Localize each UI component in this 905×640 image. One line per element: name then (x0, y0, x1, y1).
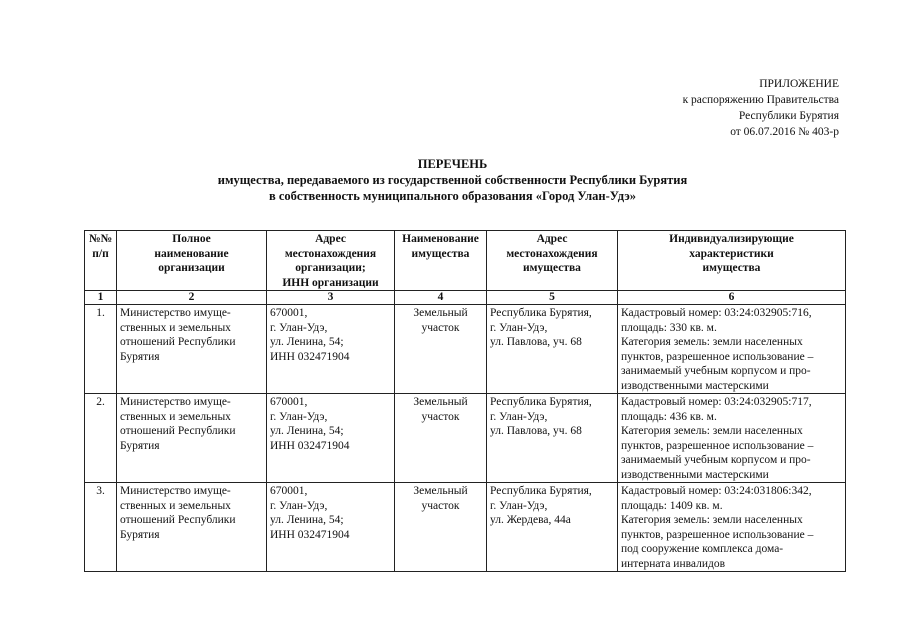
cell-text-line: Кадастровый номер: 03:24:032905:717, (621, 396, 812, 408)
cell-text-line: Министерство имуще- (120, 396, 231, 408)
table-row (85, 305, 846, 394)
header-text: п/п (92, 247, 109, 260)
cell-text-line: ул. Ленина, 54; (270, 514, 344, 526)
cell-text-line: занимаемый учебным корпусом и про- (621, 365, 811, 377)
column-number: 5 (487, 291, 618, 305)
cell-number: 1. (85, 305, 117, 394)
header-text: организации (158, 262, 225, 274)
cell-text-line: ул. Ленина, 54; (270, 336, 344, 348)
cell-text-line: участок (421, 321, 460, 334)
cell-number: 3. (85, 483, 117, 572)
cell-text-line: Республика Бурятия, (490, 307, 592, 319)
cell-text-line: площадь: 1409 кв. м. (621, 499, 723, 512)
appendix-block (683, 76, 839, 140)
header-text: имущества (411, 247, 470, 260)
document-subtitle: имущества, передаваемого из государственной собственности Республики Бурятия (217, 173, 688, 187)
header-text: Адрес (536, 233, 568, 245)
cell-text-line: интерната инвалидов (621, 557, 726, 570)
cell-characteristics (618, 394, 846, 483)
cell-organization (117, 483, 267, 572)
cell-text-line: пунктов, разрешенное использование – (621, 528, 814, 541)
cell-text-line: Республика Бурятия, (490, 485, 592, 497)
header-text: Адрес (315, 233, 346, 245)
cell-text-line: Бурятия (120, 439, 160, 452)
header-text: характеристики (689, 247, 774, 260)
appendix-date: от 06.07.2016 № 403-р (730, 126, 839, 138)
cell-text-line: Земельный (413, 307, 468, 319)
cell-text-line: ул. Жердева, 44а (490, 514, 571, 526)
cell-organization-address (267, 305, 395, 394)
cell-text-line: изводственными мастерскими (621, 468, 769, 481)
cell-text-line: ул. Павлова, уч. 68 (490, 425, 582, 437)
cell-text-line: г. Улан-Удэ, (490, 499, 548, 512)
document-title: ПЕРЕЧЕНЬ (417, 157, 488, 171)
cell-organization (117, 394, 267, 483)
cell-text-line: изводственными мастерскими (621, 379, 769, 392)
cell-text-line: 670001, (270, 307, 308, 319)
column-header (117, 231, 267, 291)
header-text: наименование (154, 247, 229, 260)
cell-characteristics (618, 483, 846, 572)
column-header (85, 231, 117, 291)
column-header (267, 231, 395, 291)
header-text: имущества (523, 262, 581, 274)
cell-property-type (395, 483, 487, 572)
cell-text-line: участок (421, 499, 460, 512)
cell-text-line: 670001, (270, 485, 308, 497)
cell-text-line: 670001, (270, 396, 308, 408)
header-text: местонахождения (506, 247, 598, 260)
cell-text-line: ул. Ленина, 54; (270, 425, 344, 437)
cell-text-line: Бурятия (120, 350, 160, 363)
header-text: имущества (702, 262, 761, 274)
appendix-line: к распоряжению Правительства (682, 94, 839, 106)
cell-property-address (487, 483, 618, 572)
column-number: 3 (267, 291, 395, 305)
cell-property-address (487, 305, 618, 394)
cell-text-line: Категория земель: земли населенных (621, 425, 803, 437)
cell-characteristics (618, 305, 846, 394)
cell-text-line: Бурятия (120, 528, 160, 541)
table-row (85, 483, 846, 572)
cell-text-line: Министерство имуще- (120, 307, 231, 319)
document-heading (0, 156, 905, 204)
cell-text-line: Земельный (413, 396, 468, 408)
cell-text-line: отношений Республики (120, 514, 236, 526)
cell-text-line: занимаемый учебным корпусом и про- (621, 454, 811, 466)
property-table (84, 230, 846, 572)
cell-text-line: ственных и земельных (120, 321, 231, 334)
header-text: Индивидуализирующие (669, 233, 794, 245)
cell-number: 2. (85, 394, 117, 483)
header-text: Полное (172, 233, 211, 245)
cell-text-line: под сооружение комплекса дома- (621, 543, 784, 555)
cell-organization-address (267, 394, 395, 483)
cell-organization-address (267, 483, 395, 572)
column-number: 1 (85, 291, 117, 305)
cell-text-line: Кадастровый номер: 03:24:031806:342, (621, 485, 812, 497)
column-number: 4 (395, 291, 487, 305)
document-subtitle: в собственность муниципального образования «Город Улан-Удэ» (268, 189, 637, 203)
header-text: местонахождения (284, 247, 377, 260)
cell-text-line: Земельный (413, 485, 468, 497)
cell-text-line: участок (421, 410, 460, 423)
column-number: 6 (618, 291, 846, 305)
cell-text-line: пунктов, разрешенное использование – (621, 439, 814, 452)
cell-text-line: ИНН 032471904 (270, 528, 350, 541)
cell-text-line: г. Улан-Удэ, (490, 410, 548, 423)
table-row (85, 394, 846, 483)
cell-property-type (395, 305, 487, 394)
cell-property-type (395, 394, 487, 483)
cell-text-line: ственных и земельных (120, 410, 231, 423)
cell-organization (117, 305, 267, 394)
cell-text-line: ул. Павлова, уч. 68 (490, 336, 582, 348)
cell-text-line: ИНН 032471904 (270, 350, 350, 363)
cell-text-line: ственных и земельных (120, 499, 231, 512)
cell-text-line: ИНН 032471904 (270, 439, 350, 452)
cell-text-line: Республика Бурятия, (490, 396, 592, 408)
appendix-title: ПРИЛОЖЕНИЕ (759, 78, 839, 90)
cell-text-line: Министерство имуще- (120, 485, 231, 497)
cell-text-line: отношений Республики (120, 425, 236, 437)
cell-text-line: Категория земель: земли населенных (621, 336, 803, 348)
header-text: №№ (88, 233, 113, 245)
cell-property-address (487, 394, 618, 483)
cell-text-line: Кадастровый номер: 03:24:032905:716, (621, 307, 812, 319)
cell-text-line: г. Улан-Удэ, (490, 321, 548, 334)
cell-text-line: площадь: 436 кв. м. (621, 410, 717, 423)
header-text: ИНН организации (282, 276, 379, 289)
cell-text-line: г. Улан-Удэ, (270, 321, 328, 334)
cell-text-line: г. Улан-Удэ, (270, 410, 328, 423)
column-header (487, 231, 618, 291)
cell-text-line: отношений Республики (120, 336, 236, 348)
column-number: 2 (117, 291, 267, 305)
column-header (395, 231, 487, 291)
cell-text-line: пунктов, разрешенное использование – (621, 350, 814, 363)
column-header (618, 231, 846, 291)
table-header-row (85, 231, 846, 291)
appendix-line: Республики Бурятия (738, 110, 839, 122)
cell-text-line: Категория земель: земли населенных (621, 514, 803, 526)
cell-text-line: г. Улан-Удэ, (270, 499, 328, 512)
header-text: организации; (295, 262, 366, 274)
header-text: Наименование (402, 233, 479, 245)
cell-text-line: площадь: 330 кв. м. (621, 321, 717, 334)
column-number-row (85, 291, 846, 305)
